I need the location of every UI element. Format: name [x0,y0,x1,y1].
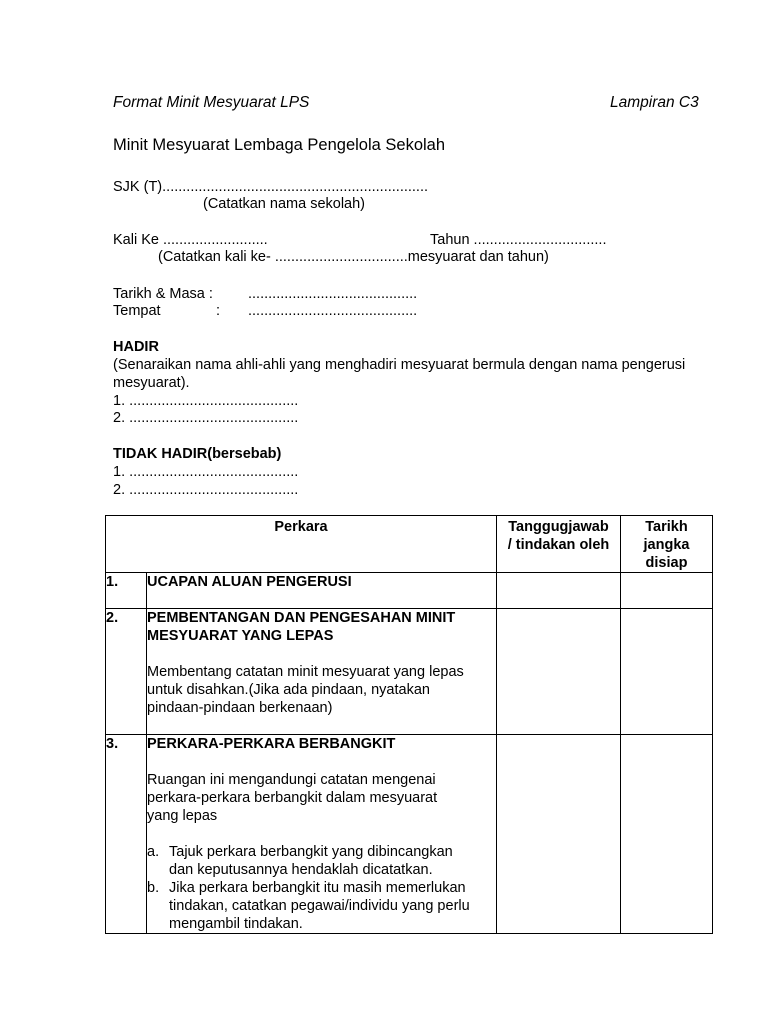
section-title-cont: MESYUARAT YANG LEPAS [147,628,334,644]
minutes-table [105,515,713,934]
list-item-text: Jika perkara berbangkit itu masih memerlukan [169,880,466,896]
section-desc-cont: pindaan-pindaan berkenaan) [147,700,333,716]
row-content [147,609,497,735]
list-marker: b. [147,880,160,896]
list-marker: a. [147,844,160,860]
section-desc-cont: perkara-perkara berbangkit dalam mesyuarat [147,790,438,806]
sub-list [147,843,496,933]
section-desc: Ruangan ini mengandungi catatan mengenai [147,772,436,788]
absent-heading: TIDAK HADIR(bersebab) [113,446,282,462]
due-date-cell [621,609,713,735]
date-time-label: Tarikh & Masa : [113,286,213,302]
document-title: Minit Mesyuarat Lembaga Pengelola Sekolah [113,136,446,154]
list-item [147,843,496,879]
form-label: Format Minit Mesyuarat LPS [113,94,310,111]
school-name-hint: (Catatkan nama sekolah) [203,196,365,212]
section-desc-cont: untuk disahkan.(Jika ada pindaan, nyatakan [147,682,430,698]
date-time-field: .......................................... [248,286,418,302]
row-number: 3. [106,735,147,934]
header-perkara: Perkara [106,516,497,573]
attachment-label: Lampiran C3 [610,94,699,111]
due-date-cell [621,735,713,934]
row-content [147,573,497,609]
table-row [106,735,713,934]
school-name-line: SJK (T).................................................................. [113,179,429,195]
place-colon: : [216,303,221,319]
list-item-text: tindakan, catatkan pegawai/individu yang perlu [169,898,470,914]
list-item-text: Tajuk perkara berbangkit yang dibincangkan [169,844,453,860]
section-desc: Membentang catatan minit mesyuarat yang lepas [147,664,464,680]
row-content [147,735,497,934]
list-item [147,879,496,933]
header-tarikh: Tarikh jangka disiap [621,516,713,573]
header-tanggungjawab: Tanggugjawab / tindakan oleh [497,516,621,573]
attendance-heading: HADIR [113,339,159,355]
due-date-cell [621,573,713,609]
section-title: PERKARA-PERKARA BERBANGKIT [147,736,396,752]
absentee-line-2: 2. .......................................... [113,482,299,498]
row-number: 2. [106,609,147,735]
responsibility-cell [497,735,621,934]
section-title: UCAPAN ALUAN PENGERUSI [147,574,352,590]
row-number: 1. [106,573,147,609]
table-header-row [106,516,713,573]
absentee-line-1: 1. .......................................... [113,464,299,480]
list-item-text: mengambil tindakan. [169,916,303,932]
meeting-number-line: Kali Ke .......................... [113,232,268,248]
responsibility-cell [497,609,621,735]
attendance-description-cont: mesyuarat). [113,375,190,391]
table-row [106,609,713,735]
list-item-text: dan keputusannya hendaklah dicatatkan. [169,862,433,878]
section-desc-cont: yang lepas [147,808,218,824]
meeting-year-line: Tahun ................................. [430,232,607,248]
attendance-description: (Senaraikan nama ahli-ahli yang menghadiri mesyuarat bermula dengan nama pengerusi [113,357,686,373]
attendee-line-1: 1. .......................................... [113,393,299,409]
table-row [106,573,713,609]
place-field: .......................................... [248,303,418,319]
responsibility-cell [497,573,621,609]
section-title: PEMBENTANGAN DAN PENGESAHAN MINIT [147,610,456,626]
place-label: Tempat [113,303,161,319]
attendee-line-2: 2. .......................................... [113,410,299,426]
meeting-number-hint: (Catatkan kali ke- .................................mesyuarat dan tahun) [158,249,549,265]
